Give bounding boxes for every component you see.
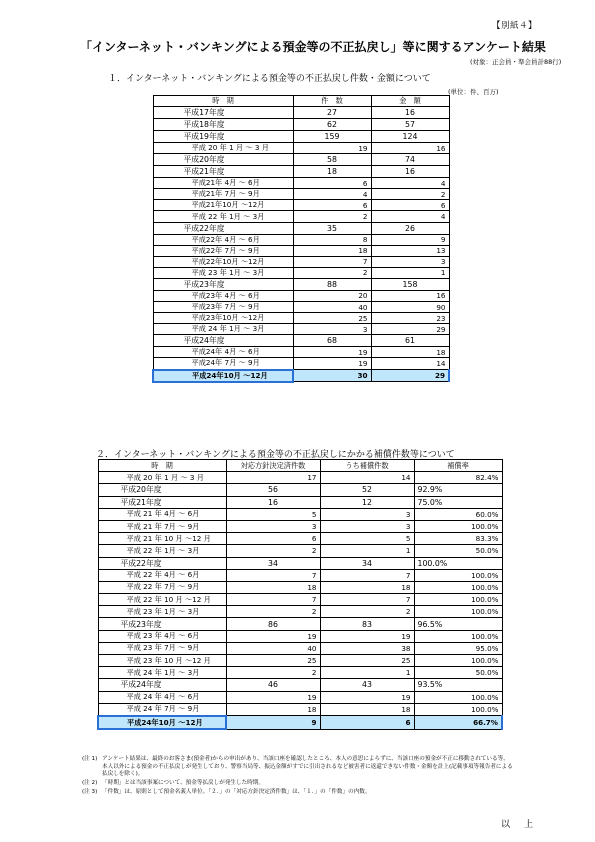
rate-cell: 100.0% <box>414 630 502 642</box>
count-cell: 19 <box>293 347 371 358</box>
compensated-cell: 3 <box>320 520 414 532</box>
compensated-cell: 19 <box>320 630 414 642</box>
count-cell: 62 <box>293 119 371 131</box>
attachment-label: 【別紙４】 <box>492 21 538 31</box>
table-row <box>153 222 449 234</box>
period-cell: 平成 24 年 1月 ～ 3月 <box>98 667 226 679</box>
decided-header: 対応方針決定済件数 <box>226 460 320 472</box>
survey-target-note: (対象：正会員・準会員計88行) <box>470 58 562 66</box>
decided-cell: 6 <box>226 533 320 545</box>
decided-cell: 2 <box>226 606 320 618</box>
period-cell: 平成 23 年 7月 ～ 9月 <box>98 642 226 654</box>
footnote <box>82 780 514 788</box>
period-cell: 平成 20 年 1 月 ～ 3 月 <box>98 472 226 484</box>
fraud-withdrawal-table <box>152 95 450 383</box>
period-cell: 平成 22 年 1月 ～ 3月 <box>153 211 293 222</box>
period-cell: 平成 20 年 1 月 ～ 3 月 <box>153 143 293 154</box>
count-cell: 159 <box>293 131 371 143</box>
table-row <box>98 533 502 545</box>
decided-cell: 46 <box>226 679 320 691</box>
count-cell: 58 <box>293 154 371 166</box>
compensated-cell: 19 <box>320 691 414 703</box>
table-row <box>153 131 449 143</box>
rate-cell: 66.7% <box>414 716 502 729</box>
table-row <box>98 508 502 520</box>
rate-header: 補償率 <box>414 460 502 472</box>
period-cell: 平成21年度 <box>153 166 293 178</box>
table-row <box>153 245 449 256</box>
compensated-cell: 7 <box>320 594 414 606</box>
count-cell: 30 <box>293 370 371 382</box>
table-row <box>98 545 502 557</box>
amount-cell: 6 <box>371 200 449 211</box>
period-header: 時 期 <box>153 96 293 107</box>
period-cell: 平成23年 7月 ～ 9月 <box>153 302 293 313</box>
footnote-key: (注 3) <box>82 788 98 795</box>
decided-cell: 16 <box>226 496 320 508</box>
table-row <box>98 691 502 703</box>
table-row <box>98 655 502 667</box>
period-cell: 平成24年度 <box>153 335 293 347</box>
footnotes <box>82 756 514 798</box>
table-row <box>153 290 449 301</box>
compensated-cell: 6 <box>320 716 414 729</box>
rate-cell: 100.0% <box>414 520 502 532</box>
compensated-cell: 1 <box>320 667 414 679</box>
amount-header: 金 額 <box>371 96 449 107</box>
compensated-cell: 2 <box>320 606 414 618</box>
table-row <box>153 178 449 189</box>
count-cell: 20 <box>293 290 371 301</box>
amount-cell: 13 <box>371 245 449 256</box>
decided-cell: 3 <box>226 520 320 532</box>
compensated-cell: 14 <box>320 472 414 484</box>
compensated-cell: 1 <box>320 545 414 557</box>
count-cell: 68 <box>293 335 371 347</box>
table-row <box>153 256 449 267</box>
period-cell: 平成20年度 <box>153 154 293 166</box>
amount-cell: 29 <box>371 370 449 382</box>
amount-cell: 4 <box>371 211 449 222</box>
table-row <box>153 166 449 178</box>
table-row <box>98 716 502 729</box>
rate-cell: 83.3% <box>414 533 502 545</box>
table-row <box>153 143 449 154</box>
amount-cell: 29 <box>371 324 449 335</box>
count-header: 件 数 <box>293 96 371 107</box>
section1-heading: １．インターネット・バンキングによる預金等の不正払戻し件数・金額について <box>108 74 431 84</box>
period-cell: 平成22年10月 ～12月 <box>153 256 293 267</box>
period-cell: 平成24年10月 ～12月 <box>98 716 226 729</box>
table-header-row <box>98 460 502 472</box>
compensated-cell: 3 <box>320 508 414 520</box>
period-cell: 平成 22 年 7月 ～ 9月 <box>98 581 226 593</box>
period-cell: 平成20年度 <box>98 484 226 496</box>
table-row <box>153 335 449 347</box>
compensated-cell: 25 <box>320 655 414 667</box>
compensated-cell: 7 <box>320 569 414 581</box>
table-row <box>153 324 449 335</box>
rate-cell: 82.4% <box>414 472 502 484</box>
period-cell: 平成22年度 <box>98 557 226 569</box>
amount-cell: 18 <box>371 347 449 358</box>
amount-cell: 16 <box>371 290 449 301</box>
amount-cell: 2 <box>371 189 449 200</box>
decided-cell: 40 <box>226 642 320 654</box>
period-cell: 平成23年度 <box>98 618 226 630</box>
decided-cell: 2 <box>226 667 320 679</box>
rate-cell: 100.0% <box>414 703 502 716</box>
table-row <box>98 581 502 593</box>
table-row <box>98 594 502 606</box>
table-row <box>98 630 502 642</box>
rate-cell: 100.0% <box>414 606 502 618</box>
decided-cell: 18 <box>226 581 320 593</box>
footnote-key: (注 2) <box>82 780 98 787</box>
table-row <box>153 200 449 211</box>
amount-cell: 90 <box>371 302 449 313</box>
rate-cell: 93.5% <box>414 679 502 691</box>
rate-cell: 60.0% <box>414 508 502 520</box>
table-row <box>98 667 502 679</box>
rate-cell: 100.0% <box>414 569 502 581</box>
table-row <box>153 119 449 131</box>
decided-cell: 9 <box>226 716 320 729</box>
decided-cell: 2 <box>226 545 320 557</box>
table-row <box>153 234 449 245</box>
count-cell: 3 <box>293 324 371 335</box>
table-row <box>98 606 502 618</box>
compensated-cell: 18 <box>320 703 414 716</box>
compensated-cell: 52 <box>320 484 414 496</box>
decided-cell: 34 <box>226 557 320 569</box>
table-row <box>153 154 449 166</box>
table-row <box>98 569 502 581</box>
decided-cell: 7 <box>226 569 320 581</box>
rate-cell: 95.0% <box>414 642 502 654</box>
table-row <box>153 189 449 200</box>
amount-cell: 16 <box>371 143 449 154</box>
amount-cell: 16 <box>371 166 449 178</box>
rate-cell: 96.5% <box>414 618 502 630</box>
rate-cell: 75.0% <box>414 496 502 508</box>
compensation-table <box>97 459 503 730</box>
table-row <box>98 472 502 484</box>
count-cell: 2 <box>293 211 371 222</box>
period-cell: 平成22年度 <box>153 222 293 234</box>
amount-cell: 4 <box>371 178 449 189</box>
period-cell: 平成23年 4月 ～ 6月 <box>153 290 293 301</box>
period-cell: 平成 23 年 10 月 ～12 月 <box>98 655 226 667</box>
decided-cell: 18 <box>226 703 320 716</box>
table-row <box>98 679 502 691</box>
period-cell: 平成23年10月 ～12月 <box>153 313 293 324</box>
count-cell: 2 <box>293 267 371 278</box>
compensated-cell: 5 <box>320 533 414 545</box>
footnote-key: (注 1) <box>82 756 98 762</box>
amount-cell: 16 <box>371 107 449 119</box>
compensated-cell: 34 <box>320 557 414 569</box>
period-cell: 平成21年度 <box>98 496 226 508</box>
rate-cell: 92.9% <box>414 484 502 496</box>
table-row <box>153 211 449 222</box>
amount-cell: 3 <box>371 256 449 267</box>
amount-cell: 9 <box>371 234 449 245</box>
closing-char-2: 上 <box>524 820 534 830</box>
section1-unit-note: (単位：件、百万) <box>448 88 499 96</box>
table-row <box>153 107 449 119</box>
decided-cell: 56 <box>226 484 320 496</box>
table-row <box>98 520 502 532</box>
footnote-text: アンケート結果は、最終のお客さま(預金者)からの申出があり、当該口座を確認したところ、本人の意思によらずに、当該口座の預金が不正に移動されている等、本人以外による預金の不正払戻しが発生しており、警察当局等、振込金額がすでに引出されるなど被害者に返還できない件数・金額を計上(記載事項等報告者による払戻しを除く)。 <box>102 756 513 778</box>
rate-cell: 100.0% <box>414 581 502 593</box>
period-cell: 平成 21 年 7月 ～ 9月 <box>98 520 226 532</box>
period-cell: 平成 24 年 4月 ～ 6月 <box>98 691 226 703</box>
period-cell: 平成 23 年 1月 ～ 3月 <box>153 267 293 278</box>
table-row <box>153 370 449 382</box>
table-row <box>98 557 502 569</box>
period-cell: 平成24年 7月 ～ 9月 <box>153 358 293 370</box>
count-cell: 19 <box>293 358 371 370</box>
period-cell: 平成21年 7月 ～ 9月 <box>153 189 293 200</box>
footnote <box>82 789 514 797</box>
table-row <box>98 642 502 654</box>
footnote-text: 「時期」とは当該事案について、預金等払戻しが発生した時期。 <box>102 780 264 787</box>
count-cell: 7 <box>293 256 371 267</box>
count-cell: 27 <box>293 107 371 119</box>
table-row <box>98 484 502 496</box>
period-cell: 平成24年10月 ～12月 <box>153 370 293 382</box>
decided-cell: 17 <box>226 472 320 484</box>
section2-heading: ２．インターネット・バンキングによる預金等の不正払戻しにかかる補償件数等について <box>96 450 455 460</box>
table-header-row <box>153 96 449 107</box>
count-cell: 4 <box>293 189 371 200</box>
count-cell: 25 <box>293 313 371 324</box>
period-cell: 平成17年度 <box>153 107 293 119</box>
count-cell: 88 <box>293 278 371 290</box>
count-cell: 18 <box>293 166 371 178</box>
rate-cell: 50.0% <box>414 545 502 557</box>
period-cell: 平成23年度 <box>153 278 293 290</box>
table-row <box>98 618 502 630</box>
period-cell: 平成21年 4月 ～ 6月 <box>153 178 293 189</box>
footnote <box>82 756 514 779</box>
period-cell: 平成22年 7月 ～ 9月 <box>153 245 293 256</box>
count-cell: 18 <box>293 245 371 256</box>
table-row <box>153 313 449 324</box>
compensated-header: うち補償件数 <box>320 460 414 472</box>
amount-cell: 57 <box>371 119 449 131</box>
period-header: 時 期 <box>98 460 226 472</box>
table-row <box>98 703 502 716</box>
rate-cell: 50.0% <box>414 667 502 679</box>
period-cell: 平成 21 年 10 月 ～12 月 <box>98 533 226 545</box>
decided-cell: 19 <box>226 630 320 642</box>
compensated-cell: 83 <box>320 618 414 630</box>
page-title: 「インターネット・バンキングによる預金等の不正払戻し」等に関するアンケート結果 <box>80 40 546 54</box>
table-row <box>153 347 449 358</box>
period-cell: 平成 22 年 1月 ～ 3月 <box>98 545 226 557</box>
amount-cell: 74 <box>371 154 449 166</box>
rate-cell: 100.0% <box>414 594 502 606</box>
period-cell: 平成 24 年 1月 ～ 3月 <box>153 324 293 335</box>
table-row <box>153 267 449 278</box>
compensated-cell: 38 <box>320 642 414 654</box>
amount-cell: 23 <box>371 313 449 324</box>
count-cell: 8 <box>293 234 371 245</box>
rate-cell: 100.0% <box>414 655 502 667</box>
decided-cell: 25 <box>226 655 320 667</box>
rate-cell: 100.0% <box>414 691 502 703</box>
decided-cell: 19 <box>226 691 320 703</box>
decided-cell: 7 <box>226 594 320 606</box>
table-row <box>98 496 502 508</box>
compensated-cell: 12 <box>320 496 414 508</box>
decided-cell: 5 <box>226 508 320 520</box>
count-cell: 6 <box>293 200 371 211</box>
decided-cell: 86 <box>226 618 320 630</box>
amount-cell: 26 <box>371 222 449 234</box>
period-cell: 平成24年度 <box>98 679 226 691</box>
period-cell: 平成22年 4月 ～ 6月 <box>153 234 293 245</box>
compensated-cell: 18 <box>320 581 414 593</box>
amount-cell: 1 <box>371 267 449 278</box>
amount-cell: 61 <box>371 335 449 347</box>
amount-cell: 124 <box>371 131 449 143</box>
period-cell: 平成18年度 <box>153 119 293 131</box>
period-cell: 平成 23 年 4月 ～ 6月 <box>98 630 226 642</box>
period-cell: 平成24年 4月 ～ 6月 <box>153 347 293 358</box>
period-cell: 平成21年10月 ～12月 <box>153 200 293 211</box>
count-cell: 35 <box>293 222 371 234</box>
footnote-text: 「件数」は、原則として預金名義人単位。「２．」の「対応方針決定済件数」は、「１．」の「件数」の内数。 <box>102 788 371 795</box>
period-cell: 平成 22 年 10 月 ～12 月 <box>98 594 226 606</box>
period-cell: 平成19年度 <box>153 131 293 143</box>
amount-cell: 158 <box>371 278 449 290</box>
compensated-cell: 43 <box>320 679 414 691</box>
closing-mark <box>501 817 533 830</box>
period-cell: 平成 22 年 4月 ～ 6月 <box>98 569 226 581</box>
count-cell: 40 <box>293 302 371 313</box>
period-cell: 平成 23 年 1月 ～ 3月 <box>98 606 226 618</box>
closing-char-1: 以 <box>501 820 511 830</box>
amount-cell: 14 <box>371 358 449 370</box>
count-cell: 19 <box>293 143 371 154</box>
rate-cell: 100.0% <box>414 557 502 569</box>
table-row <box>153 358 449 370</box>
period-cell: 平成 21 年 4月 ～ 6月 <box>98 508 226 520</box>
period-cell: 平成 24 年 7月 ～ 9月 <box>98 703 226 716</box>
table-row <box>153 302 449 313</box>
table-row <box>153 278 449 290</box>
count-cell: 6 <box>293 178 371 189</box>
